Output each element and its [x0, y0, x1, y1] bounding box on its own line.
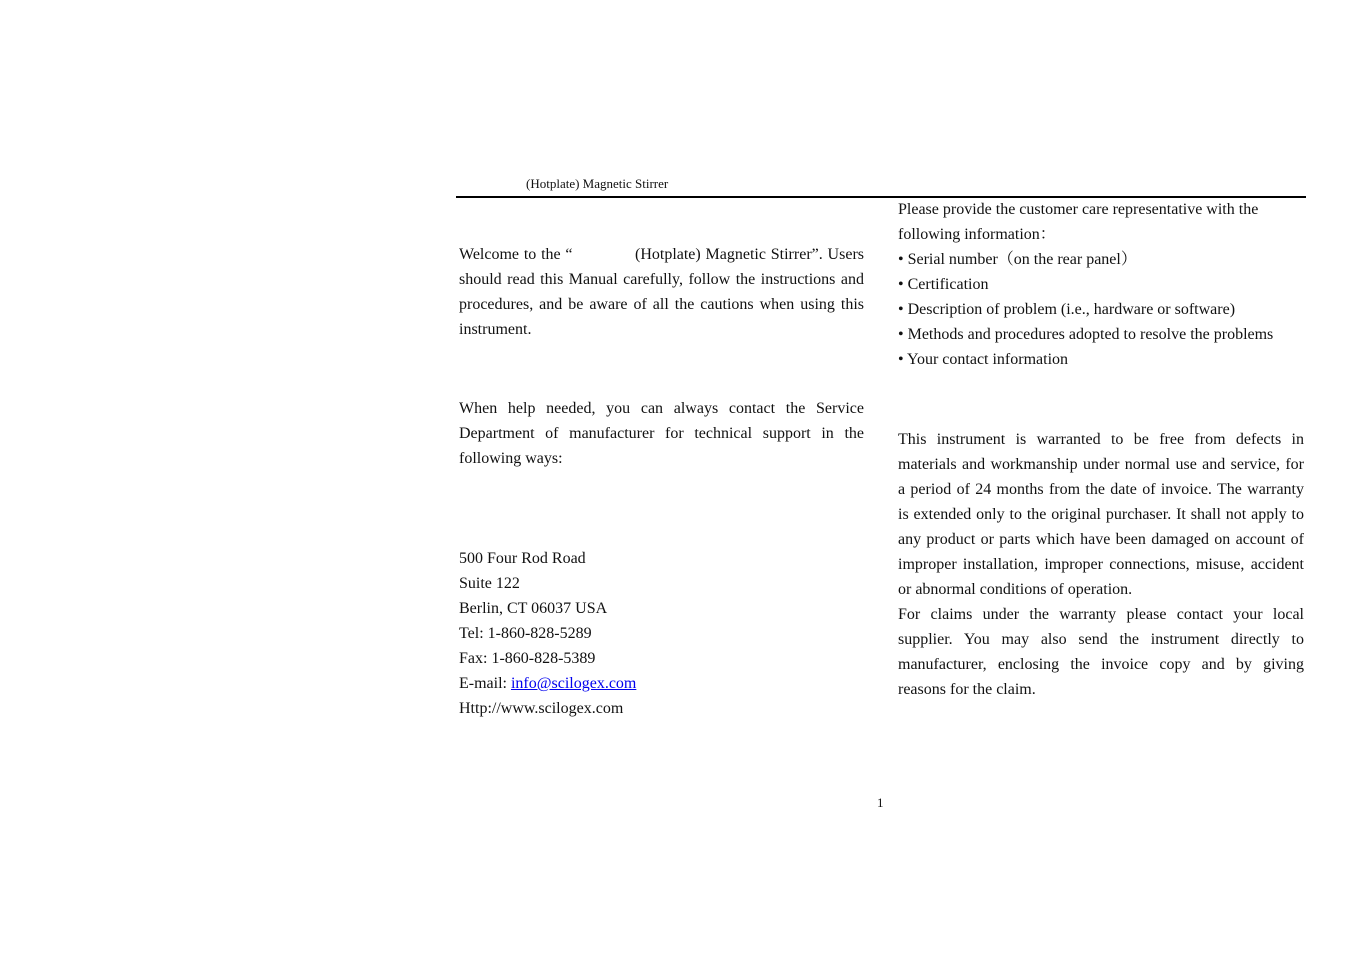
contact-address — [459, 546, 864, 721]
email-line — [459, 671, 864, 696]
header-title: (Hotplate) Magnetic Stirrer — [526, 176, 669, 191]
welcome-paragraph: Welcome to the “ (Hotplate) Magnetic Stirrer”. Users should read this Manual carefully, follow the instructions and procedures, and be aware of all the cautions when using this instrument. — [459, 246, 868, 338]
help-section — [459, 396, 864, 471]
info-item-contact: • Your contact information — [898, 351, 1069, 368]
address-line-street: 500 Four Rod Road — [459, 550, 586, 567]
info-item-certification: • Certification — [898, 276, 989, 293]
provide-intro-line-1: Please provide the customer care representative with the — [898, 201, 1259, 218]
info-item-serial-number: • Serial number（on the rear panel） — [898, 251, 1137, 268]
provide-intro-line-2: following information： — [898, 226, 1056, 243]
claims-paragraph: For claims under the warranty please contact your local supplier. You may also send the instrument directly to manufacturer, enclosing the invoice copy and by giving reasons for the claim. — [898, 606, 1304, 698]
website: Http://www.scilogex.com — [459, 700, 624, 717]
email-label: E-mail: — [459, 675, 511, 692]
info-item-problem-description: • Description of problem (i.e., hardware or software) — [898, 301, 1236, 318]
help-paragraph: When help needed, you can always contact the Service Department of manufacturer for technical support in the following ways: — [459, 400, 864, 467]
customer-info-section — [898, 197, 1304, 372]
page-number: 1 — [877, 795, 884, 810]
warranty-section — [898, 427, 1304, 702]
info-item-methods: • Methods and procedures adopted to resolve the problems — [898, 326, 1274, 343]
phone-number: Tel: 1-860-828-5289 — [459, 625, 592, 642]
email-link[interactable]: info@scilogex.com — [510, 675, 637, 692]
welcome-section — [459, 242, 868, 342]
fax-number: Fax: 1-860-828-5389 — [459, 650, 596, 667]
address-line-city: Berlin, CT 06037 USA — [459, 600, 608, 617]
address-line-suite: Suite 122 — [459, 575, 520, 592]
warranty-paragraph: This instrument is warranted to be free from defects in materials and workmanship under normal use and service, for a period of 24 months from the date of invoice. The warranty is extended only to the original purchaser. It shall not apply to any product or parts which have been damaged on account of improper installation, improper connections, misuse, accident or abnormal conditions of operation. — [898, 431, 1304, 598]
